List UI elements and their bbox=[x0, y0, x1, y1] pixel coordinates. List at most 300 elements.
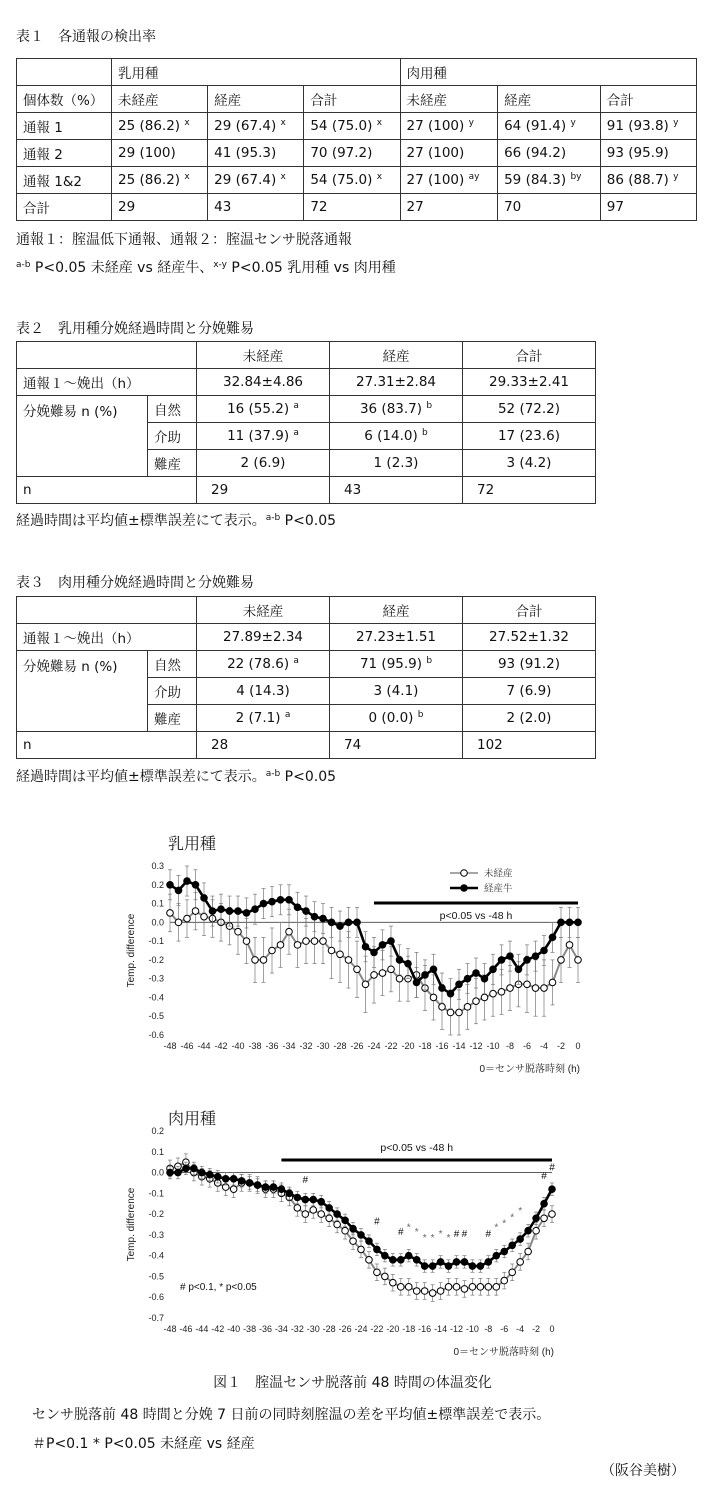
table1-header-cell: 合計 bbox=[304, 86, 400, 113]
data-point bbox=[218, 906, 225, 913]
cell-value: 41 (95.3) bbox=[214, 145, 277, 161]
x-tick-label: -24 bbox=[367, 1041, 381, 1051]
data-point bbox=[481, 994, 488, 1001]
significance-mark: # bbox=[453, 1228, 460, 1240]
table1-cell bbox=[208, 140, 304, 167]
data-point bbox=[286, 897, 293, 904]
table1-cell bbox=[112, 194, 208, 221]
significance-label: p<0.05 vs -48 h bbox=[380, 1142, 454, 1154]
note-text: P<0.05 未経産 vs 経産牛、 bbox=[30, 260, 214, 276]
x-tick-label: -20 bbox=[401, 1041, 415, 1051]
table3-note bbox=[16, 766, 336, 786]
cell-value: 27 (100) bbox=[406, 118, 465, 134]
data-point bbox=[303, 908, 310, 915]
difficulty-cell bbox=[330, 651, 463, 678]
table1-header-cell: 個体数（%） bbox=[17, 86, 112, 113]
data-point bbox=[310, 1196, 317, 1203]
significance-mark: * bbox=[446, 1233, 451, 1245]
beef-chart bbox=[100, 1100, 590, 1360]
data-point bbox=[524, 957, 531, 964]
data-point bbox=[549, 979, 556, 986]
difficulty-type: 介助 bbox=[148, 678, 197, 705]
y-tick-label: 0.2 bbox=[151, 1126, 164, 1136]
data-point bbox=[541, 947, 548, 954]
difficulty-cell bbox=[197, 396, 330, 423]
n-label: n bbox=[17, 477, 197, 504]
x-tick-label: -38 bbox=[243, 1324, 257, 1334]
data-point bbox=[362, 981, 369, 988]
x-axis-label: 0＝センサ脱落時刻 (h) bbox=[453, 1347, 554, 1358]
cell-value: 70 (97.2) bbox=[310, 145, 373, 161]
y-tick-label: -0.1 bbox=[148, 936, 164, 947]
data-point bbox=[437, 1259, 444, 1266]
difficulty-cell bbox=[330, 678, 463, 705]
x-tick-label: -30 bbox=[306, 1324, 320, 1334]
x-tick-label: -14 bbox=[434, 1324, 448, 1334]
data-point bbox=[473, 970, 480, 977]
data-point bbox=[199, 1169, 206, 1176]
figure-note1: センサ脱落前 48 時間と分娩 7 日前の同時刻腟温の差を平均値±標準誤差で表示。 bbox=[32, 1407, 551, 1423]
x-tick-label: -18 bbox=[402, 1324, 416, 1334]
table3-header-cell: 合計 bbox=[463, 597, 596, 624]
interval-value: 27.52±1.32 bbox=[463, 624, 596, 651]
table1-cell bbox=[600, 113, 696, 140]
data-point bbox=[252, 906, 259, 913]
table1-header-cell: 未経産 bbox=[400, 86, 498, 113]
n-value: 72 bbox=[463, 477, 596, 504]
data-point bbox=[270, 1184, 277, 1191]
y-tick-label: 0.1 bbox=[151, 898, 164, 909]
data-point bbox=[226, 908, 233, 915]
data-point bbox=[461, 1259, 468, 1266]
table1-cell bbox=[208, 194, 304, 221]
table3-header-row bbox=[17, 597, 596, 624]
data-point bbox=[326, 1205, 333, 1212]
data-point bbox=[260, 900, 267, 907]
cell-sup: b bbox=[426, 401, 433, 411]
y-axis-label: Temp. difference bbox=[126, 1187, 137, 1262]
table1-note2 bbox=[16, 257, 396, 277]
x-tick-label: -36 bbox=[258, 1324, 273, 1334]
data-point bbox=[453, 1284, 460, 1291]
data-point bbox=[354, 966, 361, 973]
data-point bbox=[447, 990, 454, 997]
x-tick-label: -24 bbox=[354, 1324, 368, 1334]
cell-value: 43 bbox=[214, 199, 232, 215]
data-point bbox=[328, 947, 335, 954]
x-tick-label: -26 bbox=[350, 1041, 364, 1051]
significance-mark: * bbox=[430, 1233, 435, 1245]
figure-note2: ＃P<0.1 * P<0.05 未経産 vs 経産 bbox=[32, 1436, 255, 1452]
data-point bbox=[490, 966, 497, 973]
note-text: 経過時間は平均値±標準誤差にて表示。 bbox=[16, 769, 266, 785]
x-tick-label: -14 bbox=[452, 1041, 466, 1051]
data-point bbox=[206, 1171, 213, 1178]
table1-cell bbox=[208, 167, 304, 194]
data-point bbox=[342, 1217, 349, 1224]
data-point bbox=[328, 919, 335, 926]
x-tick-label: -30 bbox=[316, 1041, 330, 1051]
cell-value: 70 bbox=[504, 199, 522, 215]
x-tick-label: -44 bbox=[197, 1041, 211, 1051]
data-point bbox=[430, 966, 437, 973]
significance-mark: * bbox=[510, 1212, 515, 1224]
note-sup: a-b bbox=[265, 769, 281, 779]
data-point bbox=[175, 919, 182, 926]
cell-value: 27 (100) bbox=[406, 145, 465, 161]
data-point bbox=[421, 1263, 428, 1270]
table2-interval-row bbox=[17, 369, 596, 396]
significance-mark: # bbox=[461, 1228, 468, 1240]
x-tick-label: -10 bbox=[486, 1041, 500, 1051]
data-point bbox=[350, 1225, 357, 1232]
cell-sup: b bbox=[426, 656, 433, 666]
note-text: P<0.05 乳用種 vs 肉用種 bbox=[226, 260, 396, 276]
x-tick-label: -16 bbox=[435, 1041, 449, 1051]
x-tick-label: -38 bbox=[248, 1041, 262, 1051]
data-point bbox=[318, 1211, 325, 1218]
cell-value: 6 (14.0) bbox=[364, 428, 418, 444]
data-point bbox=[413, 979, 420, 986]
data-point bbox=[382, 1252, 389, 1259]
cell-value: 25 (86.2) bbox=[118, 172, 181, 188]
cell-sup: b bbox=[422, 428, 428, 438]
difficulty-cell bbox=[330, 450, 463, 477]
x-tick-label: -32 bbox=[290, 1324, 304, 1334]
data-point bbox=[379, 942, 386, 949]
data-point bbox=[501, 1277, 508, 1284]
data-point bbox=[566, 942, 573, 949]
difficulty-cell bbox=[197, 705, 330, 732]
data-point bbox=[477, 1284, 484, 1291]
x-tick-label: -12 bbox=[469, 1041, 483, 1051]
table1-row bbox=[17, 167, 697, 194]
data-point bbox=[310, 1207, 317, 1214]
x-tick-label: -18 bbox=[418, 1041, 432, 1051]
table1-note1: 通報１：腟温低下通報、通報２：腟温センサ脱落通報 bbox=[16, 232, 352, 248]
interval-value: 27.23±1.51 bbox=[330, 624, 463, 651]
cell-sup: x bbox=[376, 118, 383, 128]
x-tick-label: 0 bbox=[575, 1041, 581, 1051]
data-point bbox=[525, 1227, 532, 1234]
n-label: n bbox=[17, 732, 197, 759]
interval-value: 27.89±2.34 bbox=[197, 624, 330, 651]
data-point bbox=[566, 919, 573, 926]
data-point bbox=[294, 942, 301, 949]
data-point bbox=[243, 938, 250, 945]
data-point bbox=[342, 1227, 349, 1234]
data-point bbox=[184, 878, 191, 885]
data-point bbox=[501, 1248, 508, 1255]
table1-header-cell: 未経産 bbox=[112, 86, 208, 113]
data-point bbox=[167, 881, 174, 888]
difficulty-type: 難産 bbox=[148, 450, 197, 477]
data-point bbox=[532, 985, 539, 992]
data-point bbox=[277, 942, 284, 949]
data-point bbox=[294, 1194, 301, 1201]
table1-group-dairy: 乳用種 bbox=[112, 59, 401, 86]
data-point bbox=[358, 1232, 365, 1239]
data-point bbox=[366, 1257, 373, 1264]
data-point bbox=[230, 1186, 237, 1193]
data-point bbox=[374, 1269, 381, 1276]
data-point bbox=[382, 1273, 389, 1280]
table1-cell bbox=[600, 167, 696, 194]
data-point bbox=[493, 1284, 500, 1291]
significance-mark: * bbox=[438, 1228, 443, 1240]
data-point bbox=[509, 1242, 516, 1249]
data-point bbox=[334, 1211, 341, 1218]
cell-value: 91 (93.8) bbox=[606, 118, 669, 134]
cell-sup: x bbox=[376, 172, 383, 182]
data-point bbox=[405, 1252, 412, 1259]
data-point bbox=[422, 972, 429, 979]
n-value: 29 bbox=[197, 477, 330, 504]
y-tick-label: 0.0 bbox=[151, 1167, 164, 1178]
y-tick-label: -0.2 bbox=[148, 1209, 164, 1220]
data-point bbox=[302, 1211, 309, 1218]
cell-value: 93 (91.2) bbox=[497, 656, 561, 672]
interval-label: 通報１～娩出（h） bbox=[17, 369, 197, 396]
difficulty-type: 難産 bbox=[148, 705, 197, 732]
data-point bbox=[183, 1165, 190, 1172]
x-tick-label: -40 bbox=[227, 1324, 241, 1334]
table2-header-cell: 未経産 bbox=[197, 342, 330, 369]
data-point bbox=[246, 1180, 253, 1187]
data-point bbox=[493, 1252, 500, 1259]
data-point bbox=[354, 919, 361, 926]
y-tick-label: -0.5 bbox=[148, 1271, 164, 1282]
data-point bbox=[311, 938, 318, 945]
data-point bbox=[429, 1290, 436, 1297]
cell-value: 97 bbox=[606, 199, 624, 215]
data-point bbox=[243, 910, 250, 917]
data-point bbox=[397, 1257, 404, 1264]
cell-value: 4 (14.3) bbox=[236, 683, 290, 699]
data-point bbox=[517, 1259, 524, 1266]
data-point bbox=[439, 985, 446, 992]
data-point bbox=[477, 1263, 484, 1270]
data-point bbox=[167, 910, 174, 917]
note-text: P<0.05 bbox=[280, 513, 337, 529]
significance-mark: # bbox=[541, 1170, 547, 1182]
x-axis-label: 0＝センサ脱落時刻 (h) bbox=[479, 1064, 580, 1075]
data-point bbox=[437, 1288, 444, 1295]
significance-legend: # p<0.1, * p<0.05 bbox=[180, 1282, 257, 1293]
table1-cell bbox=[400, 140, 498, 167]
data-point bbox=[558, 919, 565, 926]
note-text: P<0.05 bbox=[280, 769, 337, 785]
data-point bbox=[541, 1200, 548, 1207]
dairy-chart bbox=[100, 825, 590, 1100]
interval-value: 27.31±2.84 bbox=[330, 369, 463, 396]
data-point bbox=[413, 1288, 420, 1295]
significance-mark: * bbox=[518, 1206, 523, 1218]
y-tick-label: -0.3 bbox=[148, 973, 164, 984]
x-tick-label: -6 bbox=[500, 1324, 509, 1334]
significance-mark: * bbox=[422, 1233, 427, 1245]
table2-title: 表２ 乳用種分娩経過時間と分娩難易 bbox=[16, 321, 254, 337]
legend-label: 経産牛 bbox=[484, 883, 513, 895]
x-tick-label: -10 bbox=[465, 1324, 479, 1334]
significance-mark: * bbox=[494, 1222, 499, 1234]
data-point bbox=[390, 1279, 397, 1286]
data-point bbox=[532, 953, 539, 960]
difficulty-cell bbox=[330, 423, 463, 450]
data-point bbox=[337, 951, 344, 958]
data-point bbox=[371, 949, 378, 956]
x-tick-label: -40 bbox=[231, 1041, 245, 1051]
y-tick-label: -0.4 bbox=[148, 1250, 164, 1261]
data-point bbox=[320, 915, 327, 922]
y-tick-label: -0.3 bbox=[148, 1229, 164, 1240]
table2 bbox=[16, 341, 596, 504]
table1 bbox=[16, 58, 697, 221]
data-point bbox=[269, 898, 276, 905]
table3-header-cell: 経産 bbox=[330, 597, 463, 624]
y-tick-label: 0.3 bbox=[151, 861, 164, 871]
data-point bbox=[390, 1257, 397, 1264]
x-tick-label: -22 bbox=[384, 1041, 398, 1051]
note-sup: a-b bbox=[16, 260, 31, 270]
data-point bbox=[509, 1269, 516, 1276]
x-tick-label: -16 bbox=[418, 1324, 432, 1334]
table1-cell bbox=[304, 140, 400, 167]
data-point bbox=[447, 1009, 454, 1016]
data-point bbox=[358, 1246, 365, 1253]
cell-sup: y bbox=[468, 118, 474, 128]
data-point bbox=[430, 994, 437, 1001]
data-point bbox=[303, 938, 310, 945]
table1-header-cell: 経産 bbox=[498, 86, 601, 113]
cell-value: 17 (23.6) bbox=[497, 428, 561, 444]
table1-cell bbox=[304, 113, 400, 140]
x-tick-label: -34 bbox=[282, 1041, 296, 1051]
cell-value: 2 (2.0) bbox=[506, 710, 552, 726]
data-point bbox=[238, 1178, 245, 1185]
table2-n-row bbox=[17, 477, 596, 504]
note-sup: a-b bbox=[265, 513, 281, 523]
x-tick-label: -48 bbox=[163, 1324, 177, 1334]
difficulty-cell bbox=[330, 396, 463, 423]
data-point bbox=[201, 913, 208, 920]
data-point bbox=[350, 1238, 357, 1245]
interval-value: 32.84±4.86 bbox=[197, 369, 330, 396]
n-value: 43 bbox=[330, 477, 463, 504]
cell-value: 54 (75.0) bbox=[310, 172, 373, 188]
data-point bbox=[278, 1186, 285, 1193]
table1-cell bbox=[498, 140, 601, 167]
data-point bbox=[209, 908, 216, 915]
data-point bbox=[388, 966, 395, 973]
empty-cell bbox=[17, 342, 197, 369]
data-point bbox=[230, 1175, 237, 1182]
cell-value: 2 (6.9) bbox=[240, 455, 286, 471]
data-point bbox=[311, 913, 318, 920]
difficulty-cell bbox=[197, 450, 330, 477]
significance-mark: # bbox=[302, 1174, 309, 1186]
x-tick-label: -4 bbox=[539, 1041, 549, 1051]
x-tick-label: -4 bbox=[516, 1324, 525, 1334]
data-point bbox=[453, 1259, 460, 1266]
data-point bbox=[456, 1009, 463, 1016]
table1-cell bbox=[304, 194, 400, 221]
data-point bbox=[469, 1284, 476, 1291]
cell-value: 54 (75.0) bbox=[310, 118, 373, 134]
y-tick-label: 0.0 bbox=[151, 917, 164, 928]
interval-label: 通報１～娩出（h） bbox=[17, 624, 197, 651]
significance-mark: # bbox=[374, 1216, 380, 1228]
data-point bbox=[294, 1205, 301, 1212]
data-point bbox=[235, 928, 242, 935]
difficulty-cell bbox=[197, 651, 330, 678]
cell-value: 0 (0.0) bbox=[368, 710, 414, 726]
table1-row-label: 通報 1 bbox=[17, 113, 112, 140]
x-tick-label: -44 bbox=[195, 1324, 209, 1334]
x-tick-label: -6 bbox=[522, 1041, 532, 1051]
interval-value: 29.33±2.41 bbox=[463, 369, 596, 396]
y-tick-label: -0.5 bbox=[148, 1011, 164, 1022]
significance-mark: # bbox=[398, 1226, 404, 1238]
data-point bbox=[517, 1236, 524, 1243]
difficulty-type: 自然 bbox=[148, 396, 197, 423]
chart-title: 肉用種 bbox=[168, 1111, 217, 1128]
table2-header-cell: 経産 bbox=[330, 342, 463, 369]
data-point bbox=[421, 1288, 428, 1295]
cell-value: 29 bbox=[118, 199, 136, 215]
cell-sup: a bbox=[293, 401, 299, 411]
data-point bbox=[192, 908, 199, 915]
table3-title: 表３ 肉用種分娩経過時間と分娩難易 bbox=[16, 575, 254, 591]
cell-value: 7 (6.9) bbox=[506, 683, 552, 699]
table1-cell bbox=[112, 167, 208, 194]
cell-value: 36 (83.7) bbox=[359, 401, 423, 417]
data-point bbox=[345, 919, 352, 926]
cell-value: 64 (91.4) bbox=[504, 118, 567, 134]
data-point bbox=[473, 998, 480, 1005]
x-tick-label: -46 bbox=[180, 1041, 194, 1051]
cell-value: 27 bbox=[406, 199, 424, 215]
table1-header-cell: 合計 bbox=[600, 86, 696, 113]
significance-label: p<0.05 vs -48 h bbox=[439, 910, 513, 922]
table1-cell bbox=[600, 194, 696, 221]
significance-mark: * bbox=[414, 1226, 419, 1238]
cell-sup: x bbox=[280, 172, 286, 182]
data-point bbox=[481, 975, 488, 982]
table3-header-cell: 未経産 bbox=[197, 597, 330, 624]
table1-cell bbox=[400, 194, 498, 221]
difficulty-label: 分娩難易 n (%) bbox=[17, 396, 148, 477]
note-text: 経過時間は平均値±標準誤差にて表示。 bbox=[16, 513, 266, 529]
x-tick-label: -48 bbox=[163, 1041, 177, 1051]
table3-n-row bbox=[17, 732, 596, 759]
table1-cell bbox=[600, 140, 696, 167]
table1-cell bbox=[400, 113, 498, 140]
data-point bbox=[277, 897, 284, 904]
table1-cell bbox=[498, 167, 601, 194]
cell-value: 1 (2.3) bbox=[373, 455, 419, 471]
table1-cell bbox=[304, 167, 400, 194]
empty-cell bbox=[17, 597, 197, 624]
data-point bbox=[549, 1186, 556, 1193]
data-point bbox=[379, 970, 386, 977]
cell-sup: x bbox=[184, 118, 190, 128]
y-axis-label: Temp. difference bbox=[126, 913, 137, 988]
table1-row bbox=[17, 194, 697, 221]
cell-value: 29 (67.4) bbox=[214, 172, 277, 188]
difficulty-cell bbox=[463, 450, 596, 477]
data-point bbox=[175, 1169, 182, 1176]
